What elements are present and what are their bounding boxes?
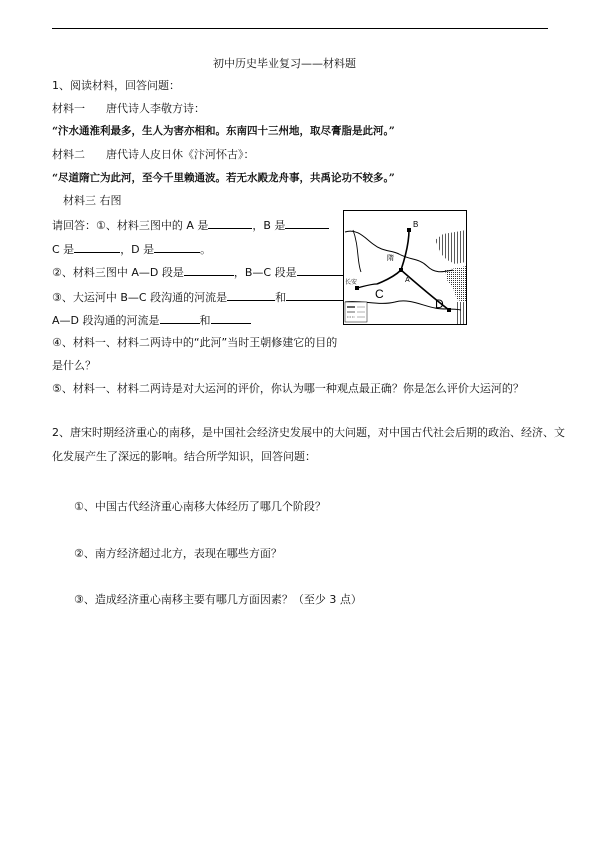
sub-question-2 [52,265,358,280]
marker-d [447,308,451,312]
sub-question-4-line-1: ④、材料一、材料二两诗中的“此河”当时王朝修建它的目的 [52,336,338,349]
answer-blank-b[interactable] [285,218,329,229]
map-label-c: C [375,287,384,301]
material-2-header [52,148,255,162]
material-1-author: 唐代诗人李敬方诗： [106,102,205,115]
sub-q1-prefix: 请回答：①、材料三图中的 A 是 [52,219,209,232]
sub-q2-prefix: ②、材料三图中 A—D 段是 [52,266,184,279]
map-label-b: B [413,220,419,229]
sub-q3-line2-prefix: A—D 段沟通的河流是 [52,314,160,327]
question-2-sub-3: ③、造成经济重心南移主要有哪几方面因素？（至少 3 点） [74,593,362,606]
answer-blank-c[interactable] [74,242,120,253]
sub-question-1-line-2 [52,242,211,257]
sub-q1-b-label: ，B 是 [252,219,286,232]
question-1-heading: 1、阅读材料，回答问题： [52,79,180,92]
question-2-sub-1: ①、中国古代经济重心南移大体经历了哪几个阶段？ [74,500,326,513]
sub-question-3-line-2 [52,313,251,328]
marker-a [399,268,403,272]
sub-question-4-line-2: 是什么？ [52,359,96,372]
map-label-a: A [405,277,410,284]
map-legend [345,302,367,322]
sub-q1-d-label: ，D 是 [120,243,155,256]
question-2-sub-2: ②、南方经济超过北方，表现在哪些方面？ [74,547,282,560]
question-2-intro-line-1: 2、唐宋时期经济重心的南移，是中国社会经济史发展中的大问题，对中国古代社会后期的政治、经济、文 [52,426,565,439]
header-rule [52,28,548,29]
map-label-sui: 隋 [387,255,394,262]
sub-question-3-line-1 [52,290,344,305]
page-title: 初中历史毕业复习——材料题 [213,57,356,70]
material-2-author: 唐代诗人皮日休《汴河怀古》： [106,148,255,161]
answer-blank-bc-river-1[interactable] [227,290,275,301]
answer-blank-bc-river-2[interactable] [286,290,344,301]
sub-q1-c-label: C 是 [52,243,75,256]
answer-blank-a[interactable] [208,218,252,229]
answer-blank-bc[interactable] [297,265,347,276]
material-1-poem: “汴水通淮利最多，生人为害亦相和。东南四十三州地，取尽膏脂是此河。” [52,125,395,137]
sub-q2-mid: ，B—C 段是 [233,266,297,279]
question-2-intro-line-2: 化发展产生了深远的影响。结合所学知识，回答问题： [52,450,316,463]
map-label-d: D [435,297,444,311]
answer-blank-ad-river-2[interactable] [211,313,251,324]
answer-blank-ad-river-1[interactable] [160,313,200,324]
marker-b [407,228,411,232]
answer-blank-ad[interactable] [184,265,234,276]
sub-q3-line2-and: 和 [199,314,211,327]
sub-q3-prefix: ③、大运河中 B—C 段沟通的河流是 [52,291,228,304]
material-2-poem: “尽道隋亡为此河，至今千里赖通波。若无水殿龙舟事，共禹论功不较多。” [52,172,395,184]
material-1-label: 材料一 [52,102,85,115]
sea-region-south [455,302,466,324]
answer-blank-d[interactable] [154,242,200,253]
marker-changan [355,286,359,290]
material-1-header [52,102,205,116]
map-label-changan: 长安 [345,280,358,286]
material-3-label: 材料三 右图 [63,194,122,207]
grand-canal-map [343,210,467,325]
material-2-label: 材料二 [52,148,85,161]
sub-question-5: ⑤、材料一、材料二两诗是对大运河的评价，你认为哪一种观点最正确？你是怎么评价大运河的？ [52,382,524,395]
sub-q1-end: 。 [200,243,212,256]
sub-question-1-line-1 [52,218,329,233]
sub-q3-and: 和 [275,291,287,304]
